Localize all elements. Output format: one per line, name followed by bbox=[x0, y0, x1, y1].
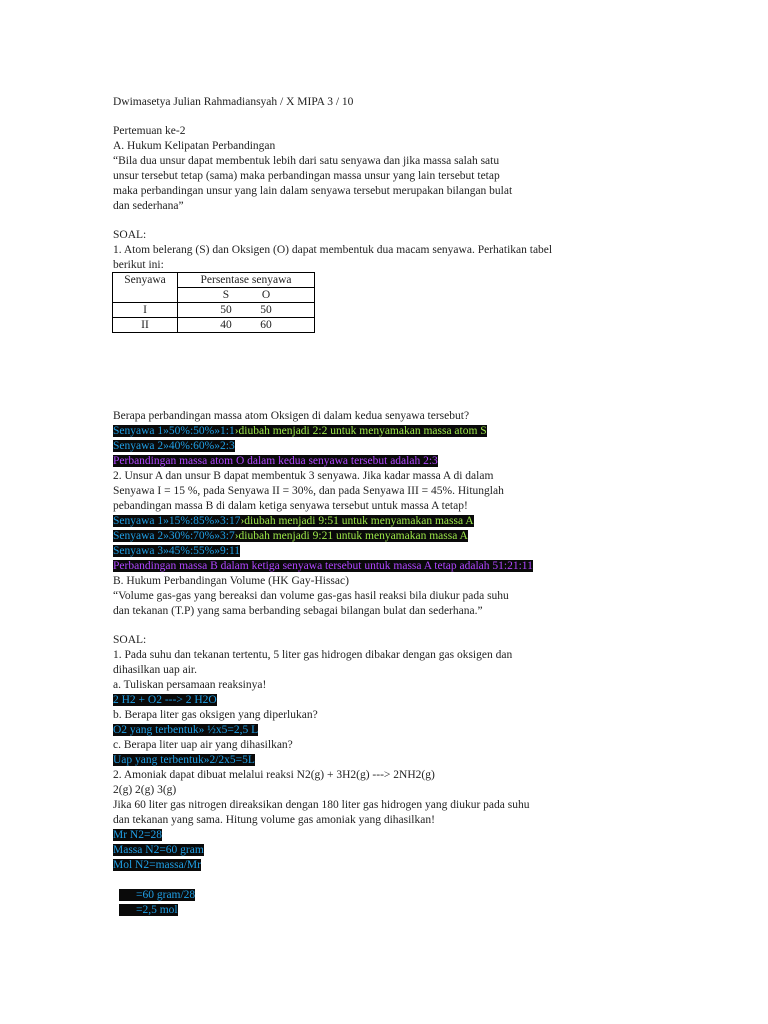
section-b-quote-line: dan tekanan (T.P) yang sama berbanding sebagai bilangan bulat dan sederhana.” bbox=[113, 605, 483, 617]
table-row bbox=[113, 303, 315, 318]
answer-ratio: Senyawa 2»30%:70%»3:7 bbox=[113, 530, 235, 542]
question-1-prompt: Berapa perbandingan massa atom Oksigen di dalam kedua senyawa tersebut? bbox=[113, 410, 470, 422]
answer-line bbox=[113, 544, 240, 559]
answer-line bbox=[113, 828, 162, 843]
answer-line bbox=[113, 843, 204, 858]
answer-note: ›diubah menjadi 2:2 untuk menyamakan massa atom S bbox=[234, 425, 487, 437]
table-header-percentage bbox=[178, 273, 315, 288]
answer-conclusion-text: Perbandingan massa atom O dalam kedua senyawa tersebut adalah 2:3 bbox=[113, 455, 438, 467]
answer-ratio: Senyawa 1»50%:50%»1:1 bbox=[113, 425, 235, 437]
table-subheader bbox=[178, 288, 315, 303]
question-1c: c. Berapa liter uap air yang dihasilkan? bbox=[113, 739, 293, 751]
answer-line bbox=[113, 723, 258, 738]
section-b-title: B. Hukum Perbandingan Volume (HK Gay-Hissac) bbox=[113, 575, 349, 587]
answer-line bbox=[113, 888, 178, 916]
answer-2-step: =60 gram/28 bbox=[118, 889, 196, 901]
section-a-quote-line: maka perbandingan unsur yang lain dalam senyawa tersebut merupakan bilangan bulat bbox=[113, 185, 513, 197]
answer-2-step: =2,5 mol bbox=[118, 904, 178, 916]
table-cell-values bbox=[178, 318, 315, 333]
question-1b: b. Berapa liter gas oksigen yang diperlukan? bbox=[113, 709, 318, 721]
question-2-line: pebandingan massa B di dalam ketiga senyawa tersebut untuk massa A tetap! bbox=[113, 500, 468, 512]
answer-line bbox=[113, 529, 468, 544]
question-1-line: berikut ini: bbox=[113, 259, 164, 271]
answer-ratio: Senyawa 3»45%:55%»9:11 bbox=[113, 545, 241, 557]
answer-conclusion-text: Perbandingan massa B dalam ketiga senyawa tersebut untuk massa A tetap adalah 51:21:11 bbox=[113, 560, 533, 572]
answer-line bbox=[113, 873, 196, 901]
answer-line bbox=[113, 439, 235, 454]
question-1a: a. Tuliskan persamaan reaksinya! bbox=[113, 679, 267, 691]
question-2-line: 2(g) 2(g) 3(g) bbox=[113, 784, 177, 796]
table-cell-compound: II bbox=[113, 318, 178, 333]
question-2-line: 2. Unsur A dan unsur B dapat membentuk 3 senyawa. Jika kadar massa A di dalam bbox=[113, 470, 494, 482]
section-a-quote-line: dan sederhana” bbox=[113, 200, 184, 212]
table-cell-values bbox=[178, 303, 315, 318]
question-2-line: 2. Amoniak dapat dibuat melalui reaksi N2(g) + 3H2(g) ---> 2NH2(g) bbox=[113, 769, 435, 781]
answer-line bbox=[113, 514, 474, 529]
answer-1c: Uap yang terbentuk»2/2x5=5L bbox=[113, 754, 255, 766]
table-subheader-o: O bbox=[261, 289, 271, 301]
answer-2-step: Mr N2=28 bbox=[113, 829, 162, 841]
answer-2-step: Mol N2=massa/Mr bbox=[113, 859, 201, 871]
answer-conclusion bbox=[113, 559, 533, 574]
answer-line bbox=[113, 424, 487, 439]
table-cell-o: 60 bbox=[260, 319, 272, 331]
meeting-label: Pertemuan ke-2 bbox=[113, 125, 186, 137]
question-1-line: 1. Atom belerang (S) dan Oksigen (O) dapat membentuk dua macam senyawa. Perhatikan tabel bbox=[113, 244, 553, 256]
soal-label: SOAL: bbox=[113, 229, 147, 241]
question-2-line: Jika 60 liter gas nitrogen direaksikan dengan 180 liter gas hidrogen yang diukur pada suhu bbox=[113, 799, 530, 811]
table-subheader-s: S bbox=[222, 289, 230, 301]
table-header-row bbox=[113, 273, 315, 288]
section-a-title: A. Hukum Kelipatan Perbandingan bbox=[113, 140, 276, 152]
answer-line bbox=[113, 858, 201, 873]
answer-line bbox=[113, 753, 255, 768]
section-a-quote-line: unsur tersebut tetap (sama) maka perbandingan massa unsur yang lain tersebut tetap bbox=[113, 170, 500, 182]
answer-line bbox=[113, 693, 217, 708]
answer-1b: O2 yang terbentuk» ½x5=2,5 L bbox=[113, 724, 259, 736]
answer-1a: 2 H2 + O2 ---> 2 H2O bbox=[113, 694, 217, 706]
question-1-line: 1. Pada suhu dan tekanan tertentu, 5 liter gas hidrogen dibakar dengan gas oksigen dan bbox=[113, 649, 513, 661]
section-b-quote-line: “Volume gas-gas yang bereaksi dan volume gas-gas hasil reaksi bila diukur pada suhu bbox=[113, 590, 509, 602]
table-cell-o: 50 bbox=[260, 304, 272, 316]
question-2-line: Senyawa I = 15 %, pada Senyawa II = 30%, dan pada Senyawa III = 45%. Hitunglah bbox=[113, 485, 504, 497]
answer-ratio: Senyawa 2»40%:60%»2:3 bbox=[113, 440, 235, 452]
table-row bbox=[113, 318, 315, 333]
question-1-line: dihasilkan uap air. bbox=[113, 664, 197, 676]
answer-2-step: Massa N2=60 gram bbox=[113, 844, 204, 856]
table-cell-compound: I bbox=[113, 303, 178, 318]
soal-label: SOAL: bbox=[113, 634, 147, 646]
table-header-compound: Senyawa bbox=[113, 273, 178, 303]
answer-note: ›diubah menjadi 9:51 untuk menyamakan massa A bbox=[240, 515, 474, 527]
table-cell-s: 50 bbox=[220, 304, 232, 316]
table-cell-s: 40 bbox=[220, 319, 232, 331]
answer-conclusion bbox=[113, 454, 438, 469]
table-header-percentage-label: Persentase senyawa bbox=[200, 274, 292, 286]
section-a-quote-line: “Bila dua unsur dapat membentuk lebih dari satu senyawa dan jika massa salah satu bbox=[113, 155, 500, 167]
compound-percentage-table bbox=[112, 272, 315, 333]
answer-note: ›diubah menjadi 9:21 untuk menyamakan massa A bbox=[234, 530, 468, 542]
document-header: Dwimasetya Julian Rahmadiansyah / X MIPA 3 / 10 bbox=[113, 96, 354, 108]
question-2-line: dan tekanan yang sama. Hitung volume gas amoniak yang dihasilkan! bbox=[113, 814, 435, 826]
answer-ratio: Senyawa 1»15%:85%»3:17 bbox=[113, 515, 241, 527]
